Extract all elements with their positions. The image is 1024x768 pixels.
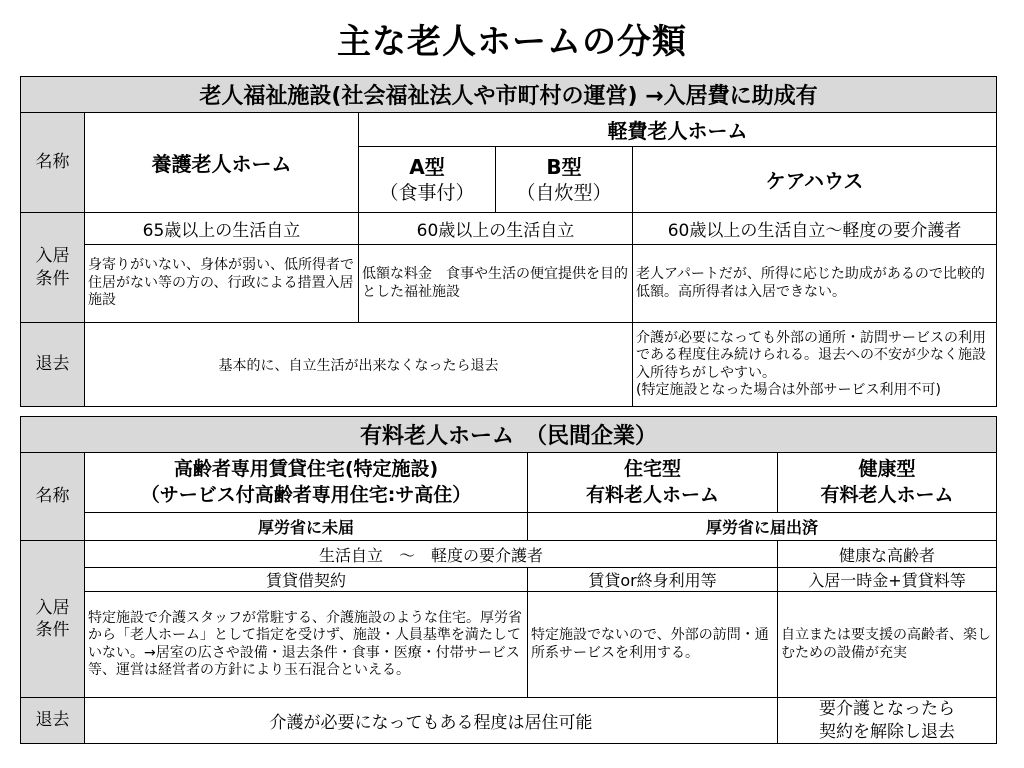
private-home-table [20,416,997,744]
type-b-sub: （自炊型） [516,181,612,204]
range-condition: 生活自立 ～ 軽度の要介護者 [85,541,778,568]
kenkou-exit-rule: 要介護となったら 契約を解除し退去 [778,698,997,744]
youkou-condition: 65歳以上の生活自立 [85,213,359,245]
koureisha-name [85,453,528,513]
lease-contract: 賃貸借契約 [85,568,528,592]
kenkou-description: 自立または要支援の高齢者、楽しむための設備が充実 [778,592,997,698]
lifetime-contract: 賃貸or終身利用等 [528,568,778,592]
private-header: 有料老人ホーム （民間企業） [21,417,997,453]
carehouse-name: ケアハウス [633,147,997,213]
row-label-name-2: 名称 [21,453,85,541]
type-b-label: B型 [546,154,582,179]
type-a-label: A型 [409,154,445,179]
row-label-conditions: 入居 条件 [21,213,85,323]
jutaku-line2: 有料老人ホーム [585,483,719,506]
jutaku-description: 特定施設でないので、外部の訪問・通所系サービスを利用する。 [528,592,778,698]
keihi-home-name: 軽費老人ホーム [359,113,997,147]
koureisha-description: 特定施設で介護スタッフが常駐する、介護施設のような住宅。厚労省から「老人ホーム」として指定を受けず、施設・人員基準を満たしていない。→居室の広さや設備・退去条件・食事・医療・付帯サービス等、運営は経営者の方針により玉石混合といえる。 [85,592,528,698]
page-title: 主な老人ホームの分類 [337,22,687,62]
jutaku-line1: 住宅型 [623,457,681,480]
welfare-facility-table [20,76,997,407]
carehouse-exit-rule: 介護が必要になっても外部の通所・訪問サービスの利用である程度住み続けられる。退去への不安が少なく施設入所待ちがしやすい。 (特定施設となった場合は外部サービス利用不可) [633,323,997,407]
keihi-condition: 60歳以上の生活自立 [359,213,633,245]
koureisha-line1: 高齢者専用賃貸住宅(特定施設) [173,457,439,480]
jutaku-name [528,453,778,513]
kenkou-line2: 有料老人ホーム [820,483,954,506]
youkou-home-name: 養護老人ホーム [85,113,359,213]
healthy-condition: 健康な高齢者 [778,541,997,568]
kenkou-name [778,453,997,513]
basic-exit-rule: 基本的に、自立生活が出来なくなったら退去 [85,323,633,407]
row-label-exit-2: 退去 [21,698,85,744]
not-registered-label: 厚労省に未届 [85,513,528,541]
keihi-description: 低額な料金 食事や生活の便宜提供を目的とした福祉施設 [359,245,633,323]
kenkou-line1: 健康型 [858,457,916,480]
carehouse-description: 老人アパートだが、所得に応じた助成があるので比較的低額。高所得者は入居できない。 [633,245,997,323]
fee-contract: 入居一時金+賃貸料等 [778,568,997,592]
row-label-name: 名称 [21,113,85,213]
type-b-cell [496,147,633,213]
type-a-cell [359,147,496,213]
registered-label: 厚労省に届出済 [528,513,997,541]
row-label-conditions-2: 入居 条件 [21,541,85,698]
main-exit-rule: 介護が必要になってもある程度は居住可能 [85,698,778,744]
welfare-header: 老人福祉施設(社会福祉法人や市町村の運営) →入居費に助成有 [21,77,997,113]
type-a-sub: （食事付） [379,181,475,204]
carehouse-condition: 60歳以上の生活自立～軽度の要介護者 [633,213,997,245]
row-label-exit: 退去 [21,323,85,407]
koureisha-line2: （サービス付高齢者専用住宅:サ高住） [140,483,472,506]
youkou-description: 身寄りがいない、身体が弱い、低所得者で住居がない等の方の、行政による措置入居施設 [85,245,359,323]
